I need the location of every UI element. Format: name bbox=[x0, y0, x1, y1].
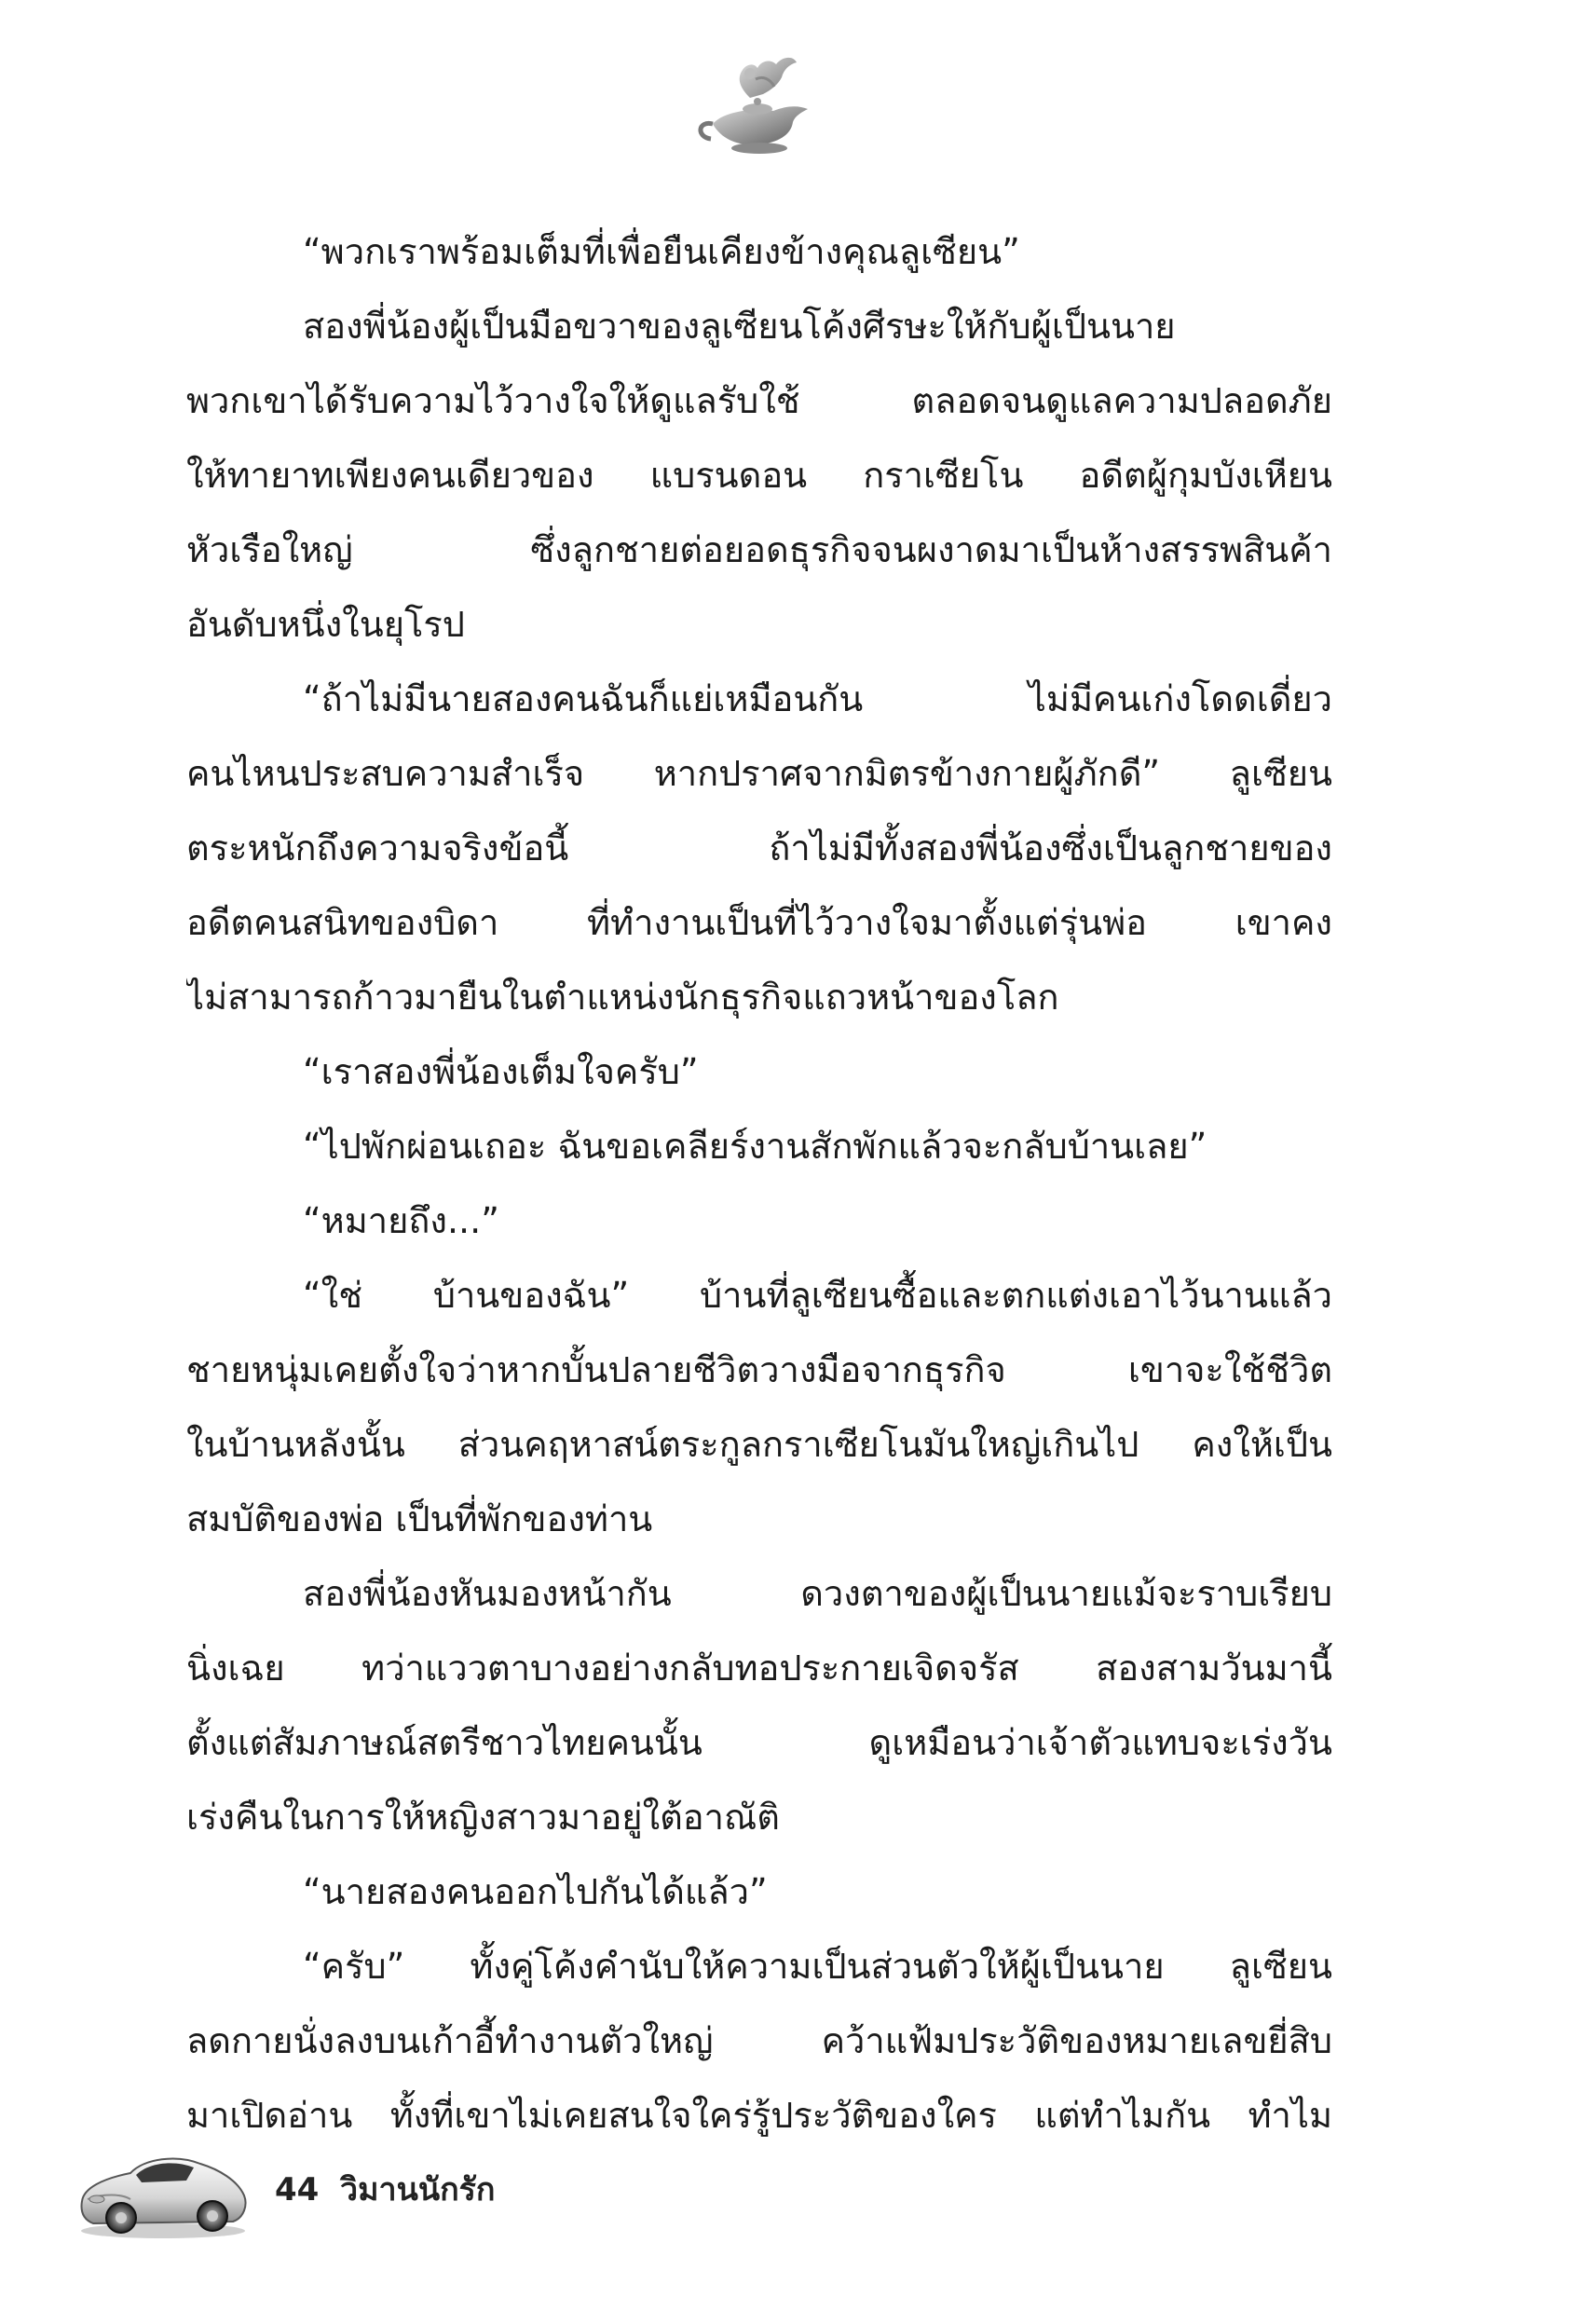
page-number: 44 bbox=[275, 2171, 320, 2208]
sports-car-icon bbox=[75, 2134, 252, 2241]
paragraph-line: “ใช่ บ้านของฉัน” บ้านที่ลูเซียนซื้อและตกแต่งเอาไว้นานแล้ว bbox=[303, 1275, 1332, 1316]
paragraph-line: “ถ้าไม่มีนายสองคนฉันก็แย่เหมือนกัน ไม่มีคนเก่งโดดเดี่ยว bbox=[303, 678, 1332, 719]
paragraph-line: นิ่งเฉย ทว่าแววตาบางอย่างกลับทอประกายเจิดจรัส สองสามวันมานี้ bbox=[186, 1648, 1332, 1689]
paragraph-line: ไม่สามารถก้าวมายืนในตำแหน่งนักธุรกิจแถวหน้าของโลก bbox=[186, 977, 1059, 1018]
paragraph-line: คนไหนประสบความสำเร็จ หากปราศจากมิตรข้างกายผู้ภักดี” ลูเซียน bbox=[186, 753, 1332, 794]
paragraph-line: ให้ทายาทเพียงคนเดียวของ แบรนดอน กราเซียโน อดีตผู้กุมบังเหียน bbox=[186, 455, 1332, 496]
paragraph-line: หัวเรือใหญ่ ซึ่งลูกชายต่อยอดธุรกิจจนผงาดมาเป็นห้างสรรพสินค้า bbox=[186, 529, 1332, 570]
paragraph-line: สมบัติของพ่อ เป็นที่พักของท่าน bbox=[186, 1498, 653, 1539]
paragraph-line: “พวกเราพร้อมเต็มที่เพื่อยืนเคียงข้างคุณลูเซียน” bbox=[303, 231, 1020, 272]
paragraph-line: “หมายถึง...” bbox=[303, 1200, 499, 1241]
paragraph-line: เร่งคืนในการให้หญิงสาวมาอยู่ใต้อาณัติ bbox=[186, 1797, 780, 1838]
paragraph-line: ตั้งแต่สัมภาษณ์สตรีชาวไทยคนนั้น ดูเหมือนว่าเจ้าตัวแทบจะเร่งวัน bbox=[186, 1722, 1332, 1763]
paragraph-line: “ครับ” ทั้งคู่โค้งคำนับให้ความเป็นส่วนตัวให้ผู้เป็นนาย ลูเซียน bbox=[303, 1946, 1332, 1987]
paragraph-line: พวกเขาได้รับความไว้วางใจให้ดูแลรับใช้ ตลอดจนดูแลความปลอดภัย bbox=[186, 380, 1332, 421]
paragraph-line: ลดกายนั่งลงบนเก้าอี้ทำงานตัวใหญ่ คว้าแฟ้มประวัติของหมายเลขยี่สิบ bbox=[186, 2020, 1332, 2061]
paragraph-line: อดีตคนสนิทของบิดา ที่ทำงานเป็นที่ไว้วางใจมาตั้งแต่รุ่นพ่อ เขาคง bbox=[186, 902, 1332, 943]
paragraph-line: “เราสองพี่น้องเต็มใจครับ” bbox=[303, 1051, 699, 1092]
page-footer bbox=[75, 2134, 727, 2246]
paragraph-line: “ไปพักผ่อนเถอะ ฉันขอเคลียร์งานสักพักแล้วจะกลับบ้านเลย” bbox=[303, 1126, 1207, 1167]
paragraph-line: ในบ้านหลังนั้น ส่วนคฤหาสน์ตระกูลกราเซียโนมันใหญ่เกินไป คงให้เป็น bbox=[186, 1424, 1332, 1465]
paragraph-line: มาเปิดอ่าน ทั้งที่เขาไม่เคยสนใจใคร่รู้ประวัติของใคร แต่ทำไมกัน ทำไม bbox=[186, 2095, 1332, 2136]
book-title: วิมานนักรัก bbox=[340, 2171, 496, 2208]
paragraph-line: อันดับหนึ่งในยุโรป bbox=[186, 604, 465, 645]
genie-lamp-icon bbox=[685, 51, 825, 163]
paragraph-line: สองพี่น้องหันมองหน้ากัน ดวงตาของผู้เป็นนายแม้จะราบเรียบ bbox=[303, 1573, 1332, 1614]
paragraph-line: สองพี่น้องผู้เป็นมือขวาของลูเซียนโค้งศีรษะให้กับผู้เป็นนาย bbox=[303, 306, 1176, 347]
paragraph-line: ตระหนักถึงความจริงข้อนี้ ถ้าไม่มีทั้งสองพี่น้องซึ่งเป็นลูกชายของ bbox=[186, 827, 1332, 868]
paragraph-line: ชายหนุ่มเคยตั้งใจว่าหากบั้นปลายชีวิตวางมือจากธุรกิจ เขาจะใช้ชีวิต bbox=[186, 1349, 1332, 1390]
paragraph-line: “นายสองคนออกไปกันได้แล้ว” bbox=[303, 1871, 768, 1912]
